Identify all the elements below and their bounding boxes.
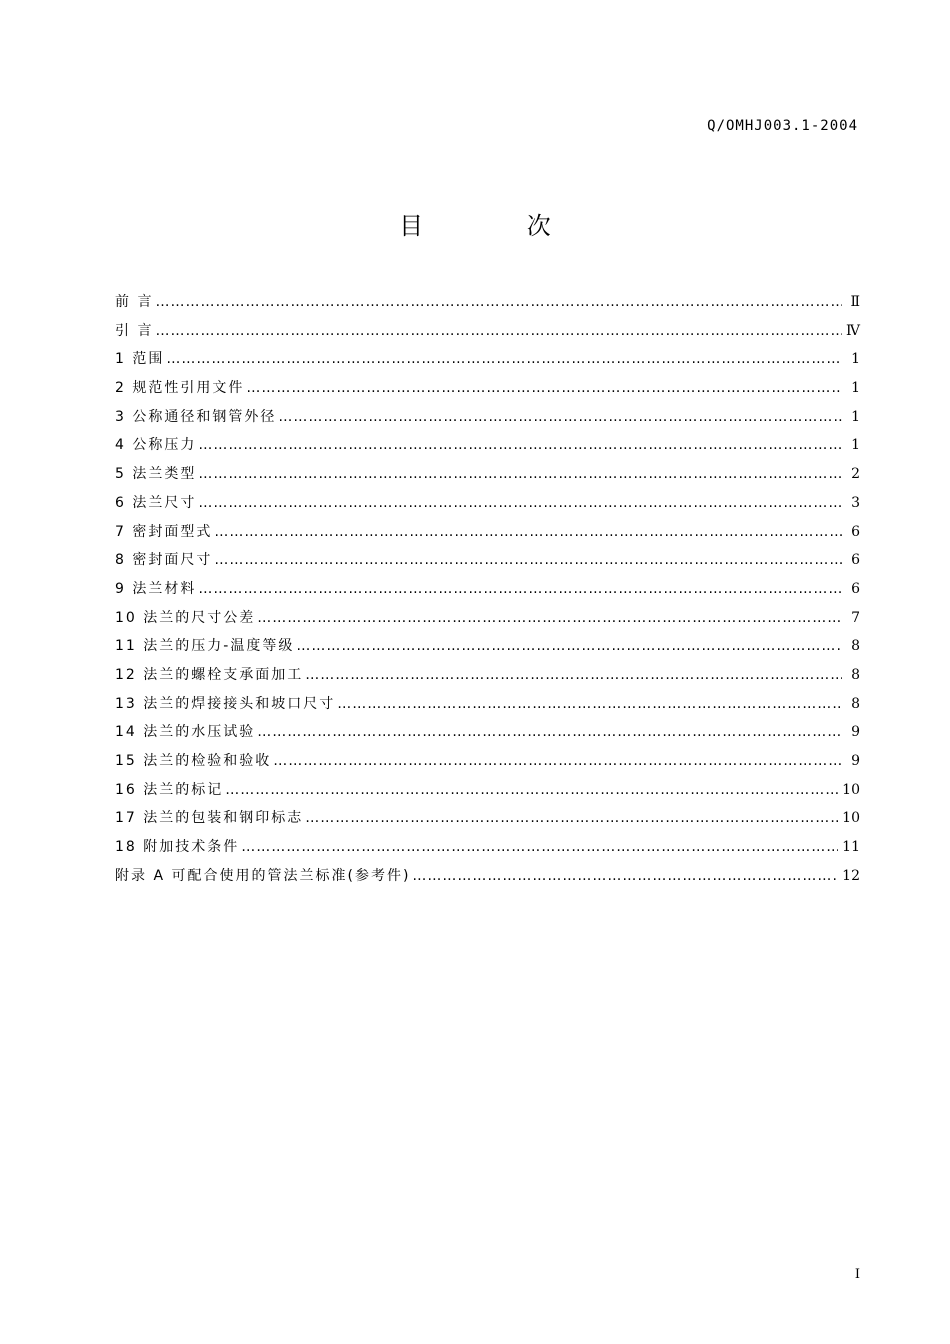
toc-entry-label: 3 公称通径和钢管外径: [115, 408, 277, 425]
dot-leader: [257, 718, 842, 746]
toc-entry-label: 10 法兰的尺寸公差: [115, 609, 256, 626]
table-of-contents: [115, 288, 860, 890]
dot-leader: [198, 489, 842, 517]
toc-entry-15[interactable]: [115, 747, 860, 776]
toc-entry-label: 12 法兰的螺栓支承面加工: [115, 666, 304, 683]
toc-entry-2[interactable]: [115, 374, 860, 403]
toc-entry-6[interactable]: [115, 489, 860, 518]
toc-entry-16[interactable]: [115, 776, 860, 805]
toc-entry-7[interactable]: [115, 518, 860, 547]
toc-entry-introduction[interactable]: [115, 317, 860, 346]
toc-entry-page: 2: [851, 466, 860, 483]
toc-entry-label: 13 法兰的焊接接头和坡口尺寸: [115, 695, 336, 712]
dot-leader: [214, 518, 842, 546]
toc-entry-label: 16 法兰的标记: [115, 781, 224, 798]
toc-entry-label: 14 法兰的水压试验: [115, 724, 256, 741]
toc-entry-11[interactable]: [115, 632, 860, 661]
dot-leader: [155, 288, 842, 316]
toc-entry-page: 1: [851, 408, 860, 425]
toc-entry-page: Ⅱ: [850, 294, 860, 310]
toc-entry-8[interactable]: [115, 546, 860, 575]
toc-entry-label: 18 附加技术条件: [115, 839, 240, 856]
dot-leader: [225, 776, 838, 804]
dot-leader: [296, 632, 842, 660]
toc-entry-label: 15 法兰的检验和验收: [115, 753, 272, 769]
toc-entry-12[interactable]: [115, 661, 860, 690]
document-code: Q/OMHJ003.1-2004: [707, 118, 858, 134]
toc-entry-label: 1 范围: [115, 351, 165, 368]
toc-entry-page: 11: [842, 839, 860, 856]
toc-entry-4[interactable]: [115, 431, 860, 460]
dot-leader: [198, 575, 842, 603]
toc-entry-page: 3: [851, 494, 860, 511]
toc-entry-3[interactable]: [115, 403, 860, 432]
toc-entry-page: 1: [851, 437, 860, 454]
dot-leader: [246, 374, 842, 402]
toc-entry-1[interactable]: [115, 345, 860, 374]
dot-leader: [241, 833, 838, 861]
toc-entry-label: 4 公称压力: [115, 437, 197, 454]
dot-leader: [412, 862, 838, 890]
toc-entry-page: 10: [842, 781, 860, 798]
toc-entry-label: 附录 A 可配合使用的管法兰标准(参考件): [115, 867, 411, 884]
toc-entry-10[interactable]: [115, 604, 860, 633]
toc-entry-page: 9: [851, 753, 860, 769]
toc-entry-page: 8: [851, 695, 860, 712]
toc-entry-page: 6: [851, 580, 860, 597]
dot-leader: [155, 317, 842, 345]
dot-leader: [273, 747, 842, 775]
dot-leader: [166, 345, 842, 373]
toc-entry-label: 2 规范性引用文件: [115, 380, 245, 397]
toc-entry-label: 5 法兰类型: [115, 466, 197, 483]
toc-entry-9[interactable]: [115, 575, 860, 604]
dot-leader: [337, 690, 842, 718]
dot-leader: [278, 403, 842, 431]
dot-leader: [198, 431, 842, 459]
toc-entry-label: 9 法兰材料: [115, 580, 197, 597]
toc-entry-17[interactable]: [115, 804, 860, 833]
toc-entry-label: 引 言: [115, 322, 154, 339]
toc-entry-5[interactable]: [115, 460, 860, 489]
toc-entry-page: 12: [842, 867, 860, 884]
toc-entry-page: 9: [851, 724, 860, 741]
toc-entry-page: Ⅳ: [846, 322, 860, 339]
toc-entry-label: 7 密封面型式: [115, 523, 213, 540]
page-number: I: [854, 1267, 860, 1282]
dot-leader: [305, 804, 838, 832]
toc-entry-page: 1: [851, 351, 860, 368]
toc-entry-page: 6: [851, 552, 860, 569]
toc-entry-page: 1: [851, 380, 860, 397]
toc-entry-18[interactable]: [115, 833, 860, 862]
toc-entry-label: 8 密封面尺寸: [115, 552, 213, 569]
page-title: 目 次: [399, 212, 599, 240]
toc-entry-label: 前 言: [115, 294, 154, 310]
toc-entry-appendix-a[interactable]: [115, 862, 860, 891]
dot-leader: [198, 460, 842, 488]
toc-entry-label: 11 法兰的压力-温度等级: [115, 638, 295, 655]
toc-entry-page: 8: [851, 638, 860, 655]
toc-entry-label: 17 法兰的包装和钢印标志: [115, 810, 304, 827]
dot-leader: [214, 546, 842, 574]
toc-entry-page: 8: [851, 666, 860, 683]
toc-entry-14[interactable]: [115, 718, 860, 747]
toc-entry-page: 10: [842, 810, 860, 827]
toc-entry-label: 6 法兰尺寸: [115, 494, 197, 511]
toc-entry-13[interactable]: [115, 690, 860, 719]
toc-entry-page: 6: [851, 523, 860, 540]
dot-leader: [257, 604, 842, 632]
dot-leader: [305, 661, 842, 689]
toc-entry-page: 7: [851, 609, 860, 626]
toc-entry-foreword[interactable]: [115, 288, 860, 317]
